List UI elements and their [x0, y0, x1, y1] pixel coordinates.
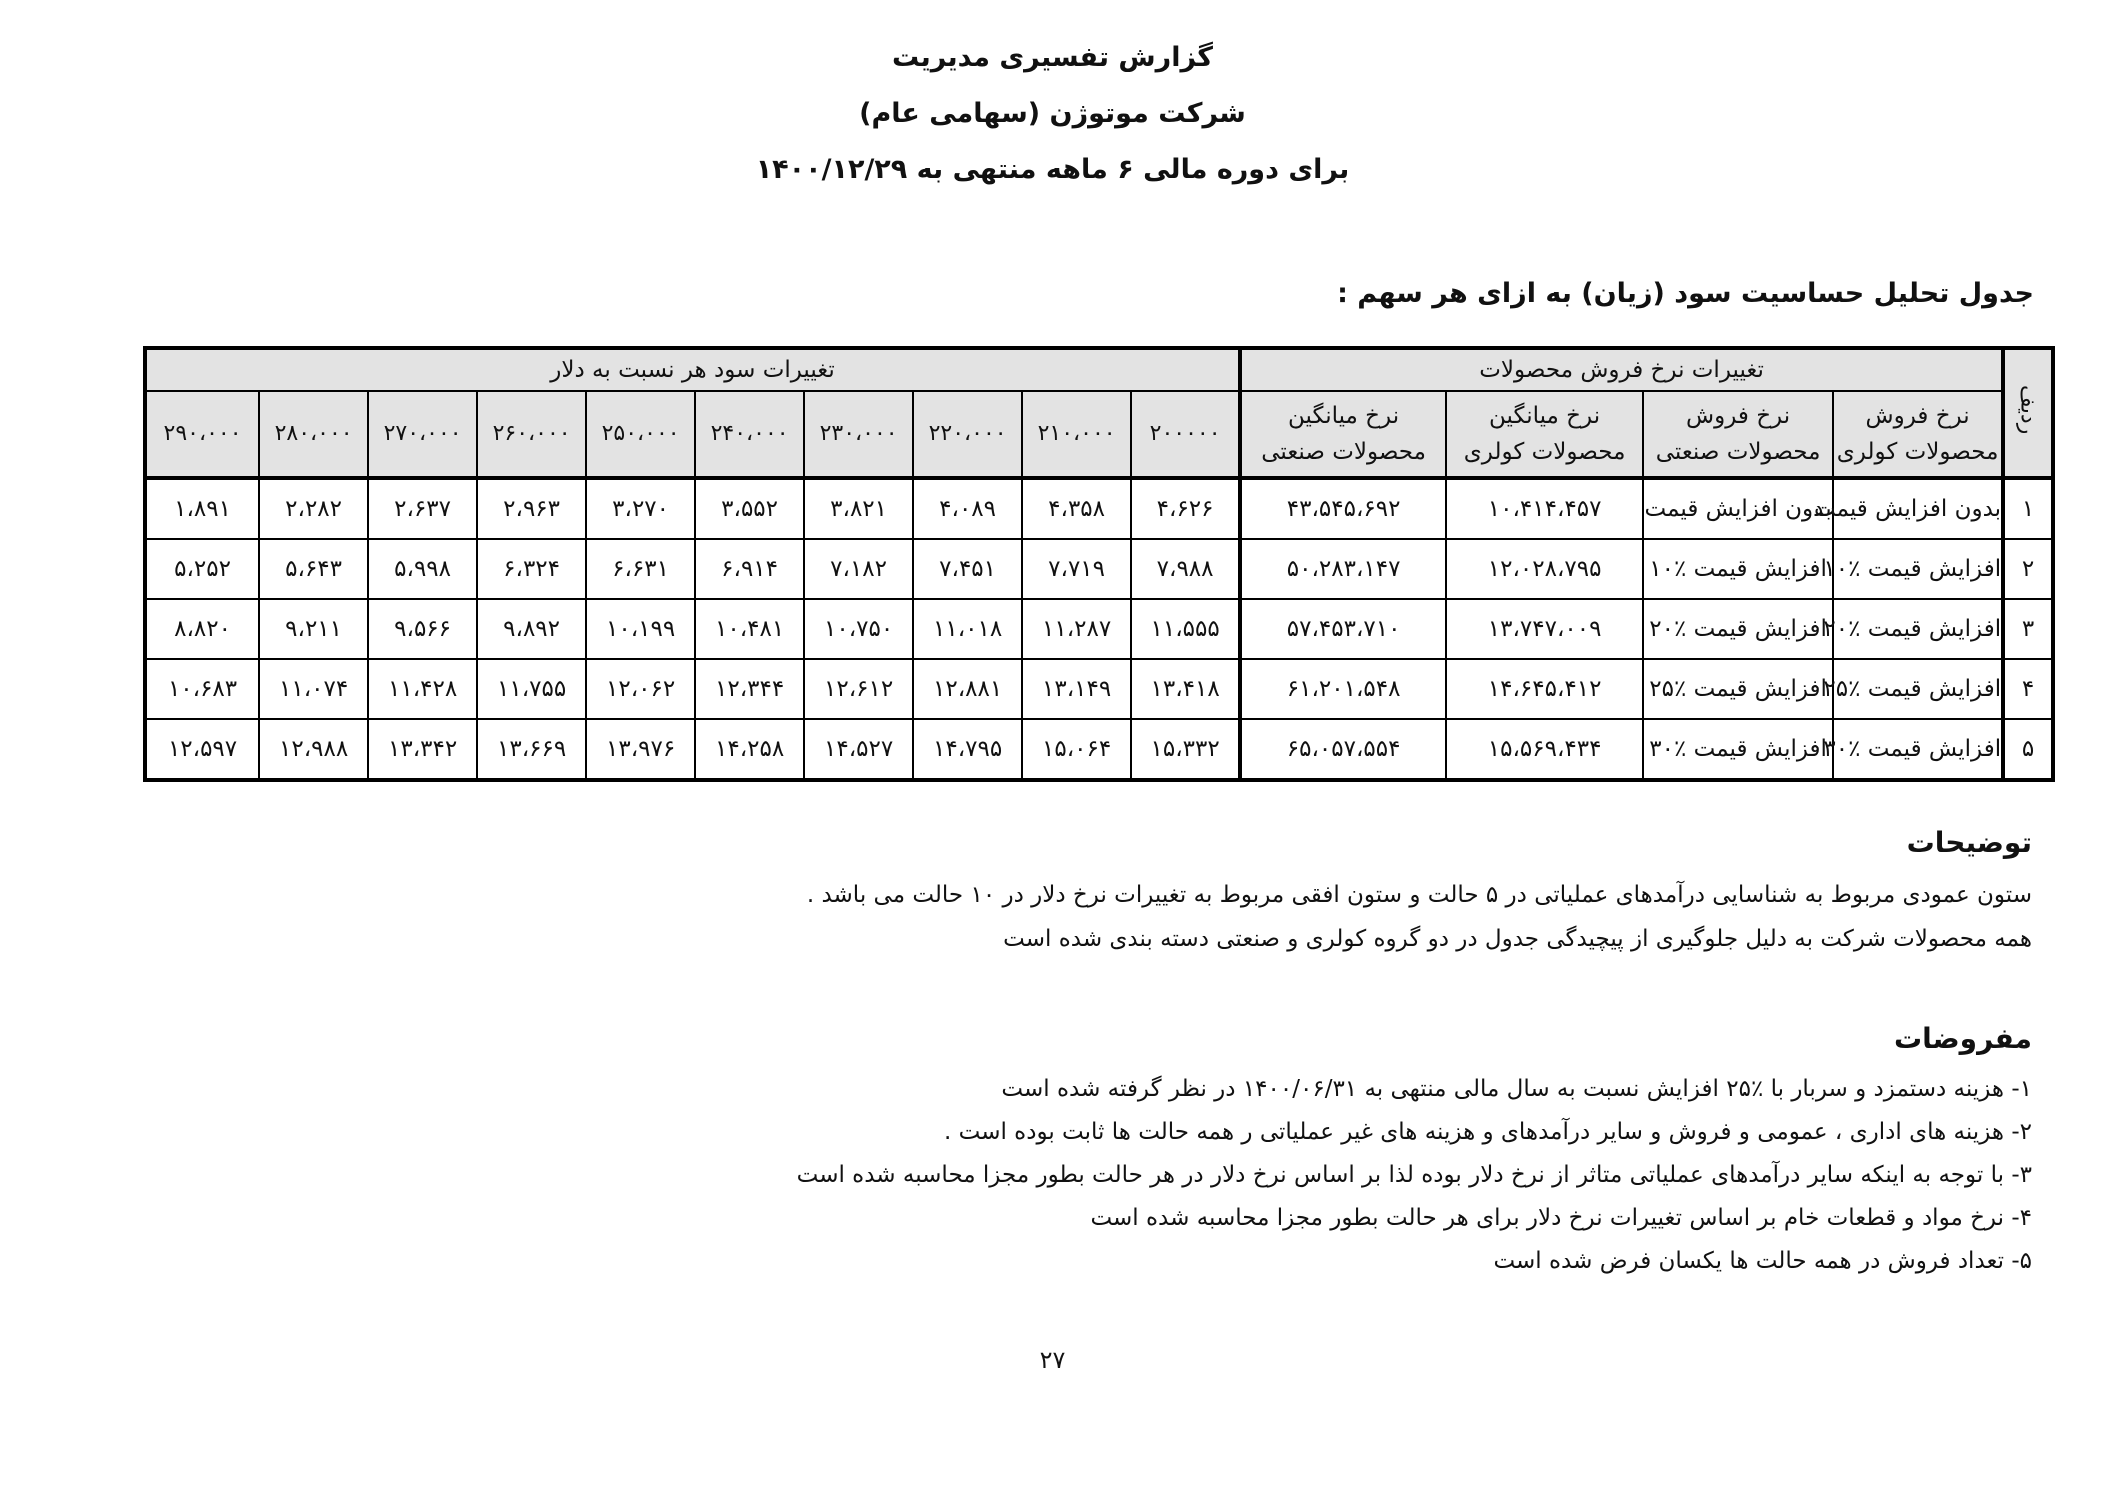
- sales-auto-cell: بدون افزایش قیمت: [1833, 478, 2003, 539]
- eps-value-cell: ۱۲،۵۹۷: [145, 719, 259, 780]
- eps-value-cell: ۴،۶۲۶: [1131, 478, 1240, 539]
- eps-value-cell: ۹،۸۹۲: [477, 599, 586, 659]
- row-number-cell: ۲: [2003, 539, 2053, 599]
- table-row: [145, 599, 2053, 659]
- eps-value-cell: ۹،۵۶۶: [368, 599, 477, 659]
- eps-value-cell: ۱۰،۷۵۰: [804, 599, 913, 659]
- eps-value-cell: ۱۱،۷۵۵: [477, 659, 586, 719]
- eps-value-cell: ۷،۴۵۱: [913, 539, 1022, 599]
- eps-value-cell: ۳،۸۲۱: [804, 478, 913, 539]
- eps-value-cell: ۶،۶۳۱: [586, 539, 695, 599]
- eps-value-cell: ۱۲،۶۱۲: [804, 659, 913, 719]
- eps-value-cell: ۱۲،۰۶۲: [586, 659, 695, 719]
- sales-ind-header: نرخ فروش محصولات صنعتی: [1643, 391, 1833, 478]
- sales-auto-cell: افزایش قیمت ٪۲۰: [1833, 599, 2003, 659]
- dollar-rate-header: ۲۰۰۰۰۰: [1131, 391, 1240, 478]
- eps-value-cell: ۱۳،۹۷۶: [586, 719, 695, 780]
- eps-value-cell: ۱۰،۴۸۱: [695, 599, 804, 659]
- avg-ind-cell: ۵۰،۲۸۳،۱۴۷: [1240, 539, 1446, 599]
- explanations-title: توضیحات: [1906, 826, 2032, 859]
- sales-ind-cell: افزایش قیمت ٪۲۵: [1643, 659, 1833, 719]
- assumptions-title: مفروضات: [1893, 1022, 2032, 1055]
- sales-ind-cell: بدون افزایش قیمت: [1643, 478, 1833, 539]
- report-title: گزارش تفسیری مدیریت: [892, 42, 1213, 73]
- eps-value-cell: ۱۲،۳۴۴: [695, 659, 804, 719]
- dollar-rate-header: ۲۷۰،۰۰۰: [368, 391, 477, 478]
- eps-value-cell: ۱۳،۱۴۹: [1022, 659, 1131, 719]
- avg-auto-cell: ۱۵،۵۶۹،۴۳۴: [1446, 719, 1643, 780]
- dollar-rate-header: ۲۴۰،۰۰۰: [695, 391, 804, 478]
- table-title: جدول تحلیل حساسیت سود (زیان) به ازای هر سهم :: [1337, 278, 2034, 309]
- eps-value-cell: ۷،۷۱۹: [1022, 539, 1131, 599]
- eps-value-cell: ۵،۶۴۳: [259, 539, 368, 599]
- sales-auto-cell: افزایش قیمت ٪۲۵: [1833, 659, 2003, 719]
- eps-value-cell: ۱،۸۹۱: [145, 478, 259, 539]
- avg-ind-cell: ۶۱،۲۰۱،۵۴۸: [1240, 659, 1446, 719]
- eps-value-cell: ۱۲،۹۸۸: [259, 719, 368, 780]
- sales-ind-cell: افزایش قیمت ٪۳۰: [1643, 719, 1833, 780]
- avg-ind-cell: ۴۳،۵۴۵،۶۹۲: [1240, 478, 1446, 539]
- sales-auto-cell: افزایش قیمت ٪۱۰: [1833, 539, 2003, 599]
- eps-value-cell: ۱۳،۶۶۹: [477, 719, 586, 780]
- eps-value-cell: ۱۰،۱۹۹: [586, 599, 695, 659]
- dollar-rate-header: ۲۹۰،۰۰۰: [145, 391, 259, 478]
- eps-value-cell: ۱۱،۴۲۸: [368, 659, 477, 719]
- dollar-rate-header: ۲۸۰،۰۰۰: [259, 391, 368, 478]
- eps-value-cell: ۱۳،۴۱۸: [1131, 659, 1240, 719]
- avg-ind-header: نرخ میانگین محصولات صنعتی: [1240, 391, 1446, 478]
- eps-value-cell: ۱۴،۵۲۷: [804, 719, 913, 780]
- eps-value-cell: ۷،۱۸۲: [804, 539, 913, 599]
- sensitivity-table: [143, 346, 2055, 782]
- eps-value-cell: ۱۱،۲۸۷: [1022, 599, 1131, 659]
- eps-value-cell: ۱۵،۳۳۲: [1131, 719, 1240, 780]
- eps-value-cell: ۵،۹۹۸: [368, 539, 477, 599]
- eps-value-cell: ۴،۰۸۹: [913, 478, 1022, 539]
- table-row: [145, 478, 2053, 539]
- row-number-cell: ۳: [2003, 599, 2053, 659]
- sales-ind-cell: افزایش قیمت ٪۲۰: [1643, 599, 1833, 659]
- assumption-line: ۱- هزینه دستمزد و سربار با ٪۲۵ افزایش نسبت به سال مالی منتهی به ۱۴۰۰/۰۶/۳۱ در نظر گرفته شده است: [1001, 1076, 2032, 1102]
- sales-auto-cell: افزایش قیمت ٪۳۰: [1833, 719, 2003, 780]
- eps-value-cell: ۲،۶۳۷: [368, 478, 477, 539]
- dollar-rate-header: ۲۶۰،۰۰۰: [477, 391, 586, 478]
- avg-auto-cell: ۱۰،۴۱۴،۴۵۷: [1446, 478, 1643, 539]
- company-name: شرکت موتوژن (سهامی عام): [859, 98, 1246, 129]
- page-number: ۲۷: [1039, 1346, 1066, 1374]
- eps-value-cell: ۱۱،۰۷۴: [259, 659, 368, 719]
- eps-value-cell: ۲،۹۶۳: [477, 478, 586, 539]
- sales-auto-header: نرخ فروش محصولات کولری: [1833, 391, 2003, 478]
- avg-ind-cell: ۵۷،۴۵۳،۷۱۰: [1240, 599, 1446, 659]
- dollar-rate-header: ۲۱۰،۰۰۰: [1022, 391, 1131, 478]
- row-number-cell: ۴: [2003, 659, 2053, 719]
- explanation-line: همه محصولات شرکت به دلیل جلوگیری از پیچیدگی جدول در دو گروه کولری و صنعتی دسته بندی شده است: [1003, 926, 2032, 952]
- avg-auto-cell: ۱۴،۶۴۵،۴۱۲: [1446, 659, 1643, 719]
- eps-value-cell: ۹،۲۱۱: [259, 599, 368, 659]
- assumption-line: ۵- تعداد فروش در همه حالت ها یکسان فرض شده است: [1493, 1248, 2032, 1274]
- eps-value-cell: ۶،۳۲۴: [477, 539, 586, 599]
- eps-value-cell: ۱۲،۸۸۱: [913, 659, 1022, 719]
- avg-auto-cell: ۱۳،۷۴۷،۰۰۹: [1446, 599, 1643, 659]
- sales-group-header: تغییرات نرخ فروش محصولات: [1240, 348, 2003, 391]
- avg-auto-cell: ۱۲،۰۲۸،۷۹۵: [1446, 539, 1643, 599]
- eps-value-cell: ۵،۲۵۲: [145, 539, 259, 599]
- dollar-rate-header: ۲۳۰،۰۰۰: [804, 391, 913, 478]
- dollar-group-header: تغییرات سود هر نسبت به دلار: [145, 348, 1240, 391]
- eps-value-cell: ۴،۳۵۸: [1022, 478, 1131, 539]
- sales-ind-cell: افزایش قیمت ٪۱۰: [1643, 539, 1833, 599]
- dollar-rate-header: ۲۵۰،۰۰۰: [586, 391, 695, 478]
- row-number-cell: ۵: [2003, 719, 2053, 780]
- table-row: [145, 539, 2053, 599]
- avg-auto-header: نرخ میانگین محصولات کولری: [1446, 391, 1643, 478]
- row-number-cell: ۱: [2003, 478, 2053, 539]
- eps-value-cell: ۱۳،۳۴۲: [368, 719, 477, 780]
- eps-value-cell: ۳،۲۷۰: [586, 478, 695, 539]
- eps-value-cell: ۱۵،۰۶۴: [1022, 719, 1131, 780]
- explanation-line: ستون عمودی مربوط به شناسایی درآمدهای عملیاتی در ۵ حالت و ستون افقی مربوط به تغییرات نرخ دلار در ۱۰ حالت می باشد .: [806, 882, 2032, 908]
- eps-value-cell: ۲،۲۸۲: [259, 478, 368, 539]
- table-row: [145, 719, 2053, 780]
- eps-value-cell: ۶،۹۱۴: [695, 539, 804, 599]
- eps-value-cell: ۱۰،۶۸۳: [145, 659, 259, 719]
- eps-value-cell: ۱۴،۲۵۸: [695, 719, 804, 780]
- eps-value-cell: ۱۱،۰۱۸: [913, 599, 1022, 659]
- assumption-line: ۲- هزینه های اداری ، عمومی و فروش و سایر درآمدهای و هزینه های غیر عملیاتی ر همه حالت ها ثابت بوده است .: [943, 1119, 2032, 1145]
- table-row: [145, 659, 2053, 719]
- avg-ind-cell: ۶۵،۰۵۷،۵۵۴: [1240, 719, 1446, 780]
- eps-value-cell: ۸،۸۲۰: [145, 599, 259, 659]
- eps-value-cell: ۷،۹۸۸: [1131, 539, 1240, 599]
- assumption-line: ۳- با توجه به اینکه سایر درآمدهای عملیاتی متاثر از نرخ دلار بوده لذا بر اساس نرخ دلار در هر حالت بطور مجزا محاسبه شده است: [796, 1162, 2032, 1188]
- eps-value-cell: ۱۱،۵۵۵: [1131, 599, 1240, 659]
- report-period: برای دوره مالی ۶ ماهه منتهی به ۱۴۰۰/۱۲/۲۹: [755, 154, 1350, 185]
- dollar-rate-header: ۲۲۰،۰۰۰: [913, 391, 1022, 478]
- assumption-line: ۴- نرخ مواد و قطعات خام بر اساس تغییرات نرخ دلار برای هر حالت بطور مجزا محاسبه شده است: [1090, 1205, 2032, 1231]
- eps-value-cell: ۳،۵۵۲: [695, 478, 804, 539]
- row-number-header: ردیف: [2003, 348, 2053, 478]
- eps-value-cell: ۱۴،۷۹۵: [913, 719, 1022, 780]
